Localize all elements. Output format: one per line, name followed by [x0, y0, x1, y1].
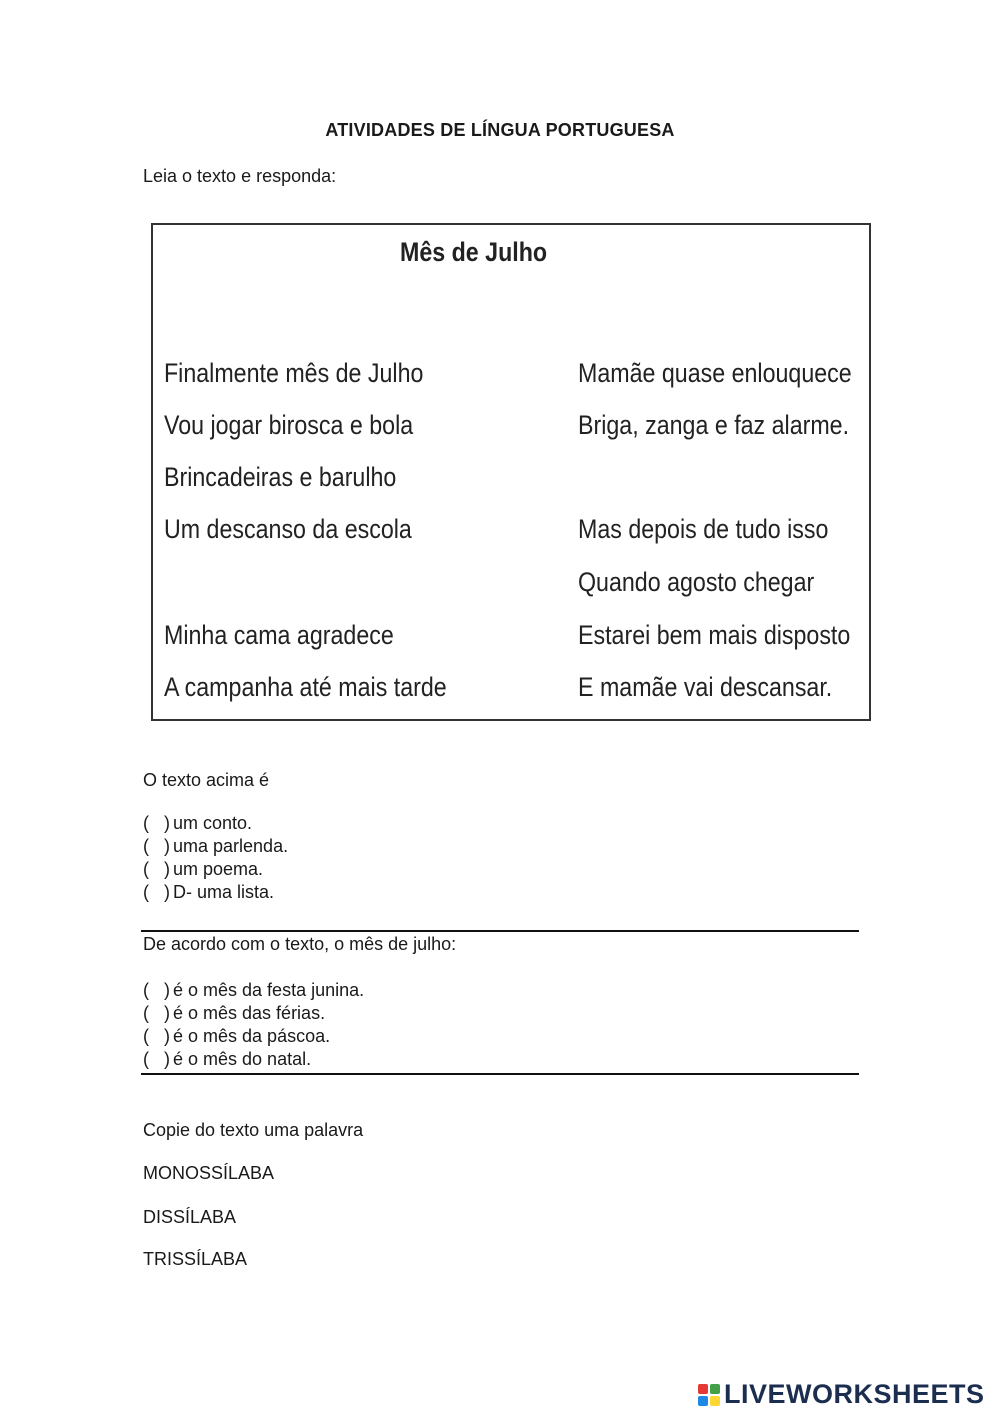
question-1-prompt: O texto acima é	[143, 770, 270, 790]
divider	[141, 930, 859, 932]
logo-block	[698, 1384, 708, 1394]
logo-icon	[698, 1384, 720, 1406]
poem-line: Finalmente mês de Julho	[164, 358, 424, 388]
trissilaba-label[interactable]: TRISSÍLABA	[143, 1249, 248, 1269]
answer-option[interactable]	[143, 882, 274, 903]
divider	[141, 1073, 859, 1075]
poem-line: Mamãe quase enlouquece	[578, 358, 852, 388]
poem-line: Minha cama agradece	[164, 620, 394, 650]
liveworksheets-logo	[698, 1379, 985, 1410]
answer-checkbox[interactable]: ( )	[143, 980, 170, 1000]
answer-option[interactable]	[143, 980, 364, 1001]
option-text: é o mês do natal.	[173, 1049, 312, 1069]
dissilaba-label[interactable]: DISSÍLABA	[143, 1207, 237, 1227]
page-title: ATIVIDADES DE LÍNGUA PORTUGUESA	[325, 120, 675, 140]
poem-line: Vou jogar birosca e bola	[164, 410, 414, 440]
answer-option[interactable]	[143, 836, 288, 857]
logo-block	[710, 1396, 720, 1406]
poem-line: Mas depois de tudo isso	[578, 514, 829, 544]
answer-option[interactable]	[143, 1026, 330, 1047]
poem-line: Quando agosto chegar	[578, 567, 815, 597]
option-text: é o mês da páscoa.	[173, 1026, 331, 1046]
poem-line: Um descanso da escola	[164, 514, 412, 544]
monossilaba-label[interactable]: MONOSSÍLABA	[143, 1163, 275, 1183]
poem-line: Estarei bem mais disposto	[578, 620, 851, 650]
answer-checkbox[interactable]: ( )	[143, 1049, 170, 1069]
poem-line: Briga, zanga e faz alarme.	[578, 410, 850, 440]
question-2-prompt: De acordo com o texto, o mês de julho:	[143, 934, 457, 954]
poem-line: A campanha até mais tarde	[164, 672, 447, 702]
instruction: Leia o texto e responda:	[143, 166, 337, 186]
answer-checkbox[interactable]: ( )	[143, 859, 170, 879]
answer-checkbox[interactable]: ( )	[143, 1003, 170, 1023]
answer-checkbox[interactable]: ( )	[143, 836, 170, 856]
poem-line: E mamãe vai descansar.	[578, 672, 833, 702]
option-text: um conto.	[173, 813, 253, 833]
logo-text: LIVEWORKSHEETS	[724, 1379, 985, 1409]
answer-option[interactable]	[143, 1049, 311, 1070]
poem-line: Brincadeiras e barulho	[164, 462, 397, 492]
option-text: é o mês das férias.	[173, 1003, 326, 1023]
option-text: D- uma lista.	[173, 882, 275, 902]
poem-title: Mês de Julho	[400, 237, 548, 267]
option-text: uma parlenda.	[173, 836, 289, 856]
option-text: um poema.	[173, 859, 264, 879]
answer-option[interactable]	[143, 1003, 325, 1024]
answer-option[interactable]	[143, 859, 263, 880]
answer-checkbox[interactable]: ( )	[143, 882, 170, 902]
logo-block	[710, 1384, 720, 1394]
answer-option[interactable]	[143, 813, 252, 834]
answer-checkbox[interactable]: ( )	[143, 1026, 170, 1046]
option-text: é o mês da festa junina.	[173, 980, 365, 1000]
question-3-prompt: Copie do texto uma palavra	[143, 1120, 364, 1140]
logo-block	[698, 1396, 708, 1406]
answer-checkbox[interactable]: ( )	[143, 813, 170, 833]
